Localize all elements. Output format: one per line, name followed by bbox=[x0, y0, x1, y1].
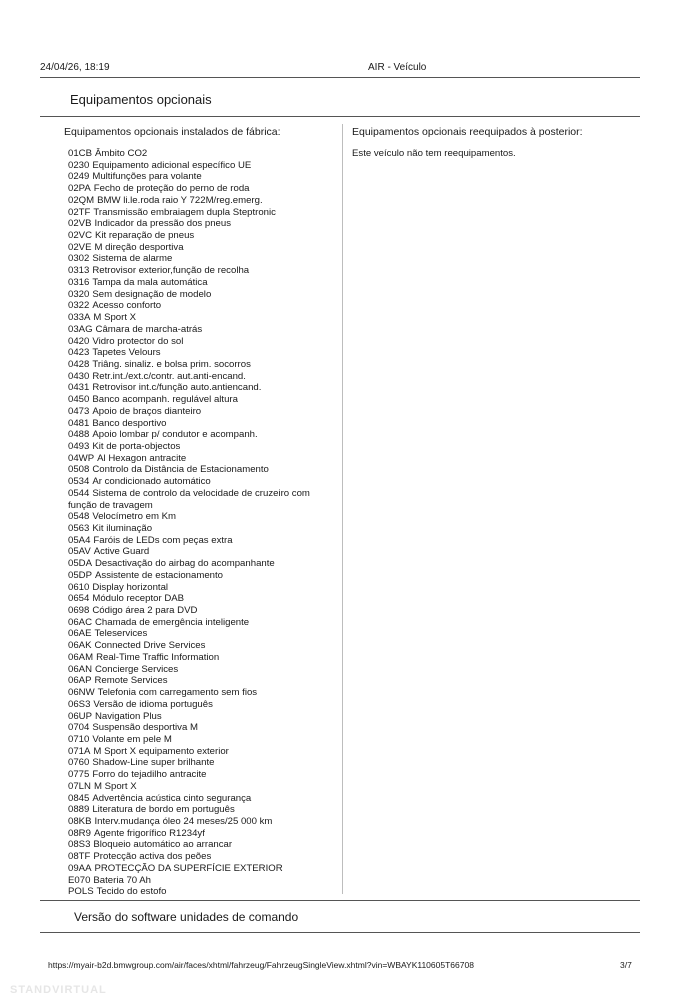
equipment-code: 0473 bbox=[68, 405, 90, 417]
equipment-item bbox=[68, 453, 334, 465]
header-rule bbox=[40, 77, 640, 78]
equipment-description: Ar condicionado automático bbox=[92, 476, 211, 488]
equipment-code: 05DA bbox=[68, 558, 92, 570]
equipment-item bbox=[68, 300, 334, 312]
equipment-code: 0889 bbox=[68, 804, 90, 816]
equipment-description: Apoio de braços dianteiro bbox=[92, 405, 202, 417]
equipment-description: Telefonia com carregamento sem fios bbox=[97, 687, 258, 699]
equipment-code: 0710 bbox=[68, 733, 90, 745]
equipment-item bbox=[68, 347, 334, 359]
equipment-description: PROTECÇÃO DA SUPERFÍCIE EXTERIOR bbox=[94, 862, 283, 874]
equipment-code: 05A4 bbox=[68, 534, 91, 546]
equipment-item bbox=[68, 722, 334, 734]
equipment-description: Câmara de marcha-atrás bbox=[95, 323, 203, 335]
equipment-item bbox=[68, 699, 334, 711]
equipment-item bbox=[68, 839, 334, 851]
equipment-code: 0322 bbox=[68, 300, 90, 312]
section-title: Equipamentos opcionais bbox=[70, 92, 212, 107]
retrofit-equipment-heading: Equipamentos opcionais reequipados à posterior: bbox=[352, 126, 583, 138]
equipment-description: Código área 2 para DVD bbox=[92, 605, 198, 617]
equipment-description: Kit iluminação bbox=[92, 523, 153, 534]
equipment-item bbox=[68, 828, 334, 840]
equipment-description: Display horizontal bbox=[92, 581, 169, 593]
equipment-item bbox=[68, 652, 334, 664]
equipment-code: 04WP bbox=[68, 452, 95, 464]
equipment-code: 0230 bbox=[68, 159, 90, 171]
equipment-code: 0313 bbox=[68, 265, 90, 277]
equipment-code: 0775 bbox=[68, 769, 90, 781]
equipment-description: Volante em pele M bbox=[92, 733, 172, 745]
equipment-item bbox=[68, 289, 334, 301]
equipment-description: M direção desportiva bbox=[94, 241, 184, 253]
equipment-description: Sem designação de modelo bbox=[92, 288, 212, 300]
equipment-description: Desactivação do airbag do acompanhante bbox=[95, 558, 275, 570]
equipment-description: M Sport X equipamento exterior bbox=[93, 745, 229, 757]
equipment-description: Shadow-Line super brilhante bbox=[92, 757, 215, 769]
equipment-code: 0548 bbox=[68, 511, 90, 523]
equipment-item bbox=[68, 336, 334, 348]
equipment-item bbox=[68, 394, 334, 406]
equipment-item bbox=[68, 781, 334, 793]
equipment-item bbox=[68, 863, 334, 875]
header-date: 24/04/26, 18:19 bbox=[40, 62, 110, 73]
equipment-description: Remote Services bbox=[94, 675, 168, 687]
equipment-description: Sistema de alarme bbox=[92, 253, 173, 265]
factory-equipment-heading: Equipamentos opcionais instalados de fábrica: bbox=[64, 126, 281, 138]
equipment-code: 0845 bbox=[68, 792, 90, 804]
equipment-description: Transmissão embraiagem dupla Steptronic bbox=[93, 206, 276, 218]
equipment-item bbox=[68, 476, 334, 488]
footer-url: https://myair-b2d.bmwgroup.com/air/faces/xhtml/fahrzeug/FahrzeugSingleView.xhtml?vin=WBAYK110605T66708 bbox=[48, 960, 474, 970]
equipment-item bbox=[68, 511, 334, 523]
equipment-description: Advertência acústica cinto segurança bbox=[92, 792, 252, 804]
equipment-item bbox=[68, 605, 334, 617]
equipment-description: Forro do tejadilho antracite bbox=[92, 769, 207, 781]
equipment-description: Concierge Services bbox=[95, 663, 179, 675]
equipment-item bbox=[68, 277, 334, 289]
equipment-description: Protecção activa dos peões bbox=[93, 851, 212, 863]
equipment-code: 0450 bbox=[68, 394, 90, 406]
equipment-code: 0654 bbox=[68, 593, 90, 605]
equipment-code: 0420 bbox=[68, 335, 90, 347]
equipment-code: 0534 bbox=[68, 476, 90, 488]
software-rule-bottom bbox=[40, 932, 640, 933]
equipment-item bbox=[68, 628, 334, 640]
equipment-item bbox=[68, 160, 334, 172]
equipment-code: 06AP bbox=[68, 675, 92, 687]
equipment-item bbox=[68, 371, 334, 383]
equipment-description: Indicador da pressão dos pneus bbox=[94, 218, 232, 230]
equipment-description: Versão de idioma português bbox=[93, 698, 213, 710]
equipment-item bbox=[68, 675, 334, 687]
equipment-code: 06NW bbox=[68, 687, 95, 699]
equipment-code: 06AK bbox=[68, 640, 92, 652]
equipment-code: 0760 bbox=[68, 757, 90, 769]
equipment-code: 08KB bbox=[68, 815, 92, 827]
equipment-item bbox=[68, 757, 334, 769]
equipment-description: Banco acompanh. regulável altura bbox=[92, 394, 238, 406]
equipment-code: 0481 bbox=[68, 417, 90, 429]
equipment-description: Fecho de proteção do perno de roda bbox=[93, 183, 250, 195]
equipment-item bbox=[68, 851, 334, 863]
equipment-description: Bloqueio automático ao arrancar bbox=[93, 839, 233, 851]
equipment-item bbox=[68, 441, 334, 453]
equipment-item bbox=[68, 382, 334, 394]
equipment-description: Multifunções para volante bbox=[92, 171, 202, 183]
equipment-description: Navigation Plus bbox=[95, 710, 162, 722]
equipment-description: Módulo receptor DAB bbox=[92, 593, 185, 605]
equipment-item bbox=[68, 875, 334, 887]
equipment-item bbox=[68, 793, 334, 805]
equipment-description: Assistente de estacionamento bbox=[95, 569, 223, 581]
equipment-code: 02VE bbox=[68, 241, 92, 253]
equipment-code: 07LN bbox=[68, 780, 91, 792]
equipment-description: Velocímetro em Km bbox=[92, 511, 177, 523]
equipment-item bbox=[68, 242, 334, 254]
equipment-description: Kit reparação de pneus bbox=[95, 230, 195, 242]
equipment-item bbox=[68, 558, 334, 570]
equipment-item bbox=[68, 886, 334, 898]
equipment-description: Âmbito CO2 bbox=[95, 148, 148, 159]
equipment-item bbox=[68, 464, 334, 476]
equipment-item bbox=[68, 230, 334, 242]
equipment-item bbox=[68, 582, 334, 594]
equipment-item bbox=[68, 418, 334, 430]
equipment-description: Sistema de controlo da velocidade de cruzeiro com função de travagem bbox=[68, 487, 310, 511]
equipment-item bbox=[68, 324, 334, 336]
equipment-code: 06AM bbox=[68, 651, 94, 663]
equipment-description: Interv.mudança óleo 24 meses/25 000 km bbox=[94, 815, 273, 827]
equipment-description: M Sport X bbox=[93, 780, 137, 792]
equipment-code: 06AN bbox=[68, 663, 92, 675]
equipment-description: Agente frigorífico R1234yf bbox=[93, 827, 205, 839]
equipment-code: 0563 bbox=[68, 523, 90, 534]
equipment-item bbox=[68, 406, 334, 418]
equipment-description: Controlo da Distância de Estacionamento bbox=[92, 464, 269, 476]
factory-equipment-column bbox=[64, 126, 334, 898]
equipment-code: 0488 bbox=[68, 429, 90, 441]
equipment-item bbox=[68, 640, 334, 652]
equipment-item bbox=[68, 734, 334, 746]
equipment-description: Kit de porta-objectos bbox=[92, 440, 181, 452]
equipment-description: Retrovisor int.c/função auto.antiencand. bbox=[92, 382, 262, 394]
equipment-item bbox=[68, 746, 334, 758]
equipment-code: 08S3 bbox=[68, 839, 91, 851]
equipment-code: 08R9 bbox=[68, 827, 91, 839]
software-rule bbox=[40, 900, 640, 901]
equipment-item bbox=[68, 617, 334, 629]
equipment-description: Bateria 70 Ah bbox=[93, 874, 152, 886]
equipment-description: Tecido do estofo bbox=[96, 886, 167, 898]
equipment-description: Active Guard bbox=[93, 546, 150, 558]
equipment-description: Teleservices bbox=[94, 628, 148, 640]
equipment-code: 0698 bbox=[68, 605, 90, 617]
equipment-description: Connected Drive Services bbox=[94, 640, 206, 652]
equipment-item bbox=[68, 570, 334, 582]
retrofit-equipment-text: Este veículo não tem reequipamentos. bbox=[352, 148, 516, 159]
equipment-description: Real-Time Traffic Information bbox=[96, 651, 220, 663]
footer-page-number: 3/7 bbox=[620, 960, 632, 970]
equipment-code: 09AA bbox=[68, 862, 92, 874]
equipment-code: 02VB bbox=[68, 218, 92, 230]
equipment-code: 0320 bbox=[68, 288, 90, 300]
equipment-description: Tapetes Velours bbox=[92, 347, 161, 359]
equipment-code: 0302 bbox=[68, 253, 90, 265]
equipment-item bbox=[68, 769, 334, 781]
equipment-item bbox=[68, 183, 334, 195]
equipment-code: 02QM bbox=[68, 194, 95, 206]
equipment-code: 071A bbox=[68, 745, 91, 757]
equipment-item bbox=[68, 804, 334, 816]
equipment-code: 033A bbox=[68, 312, 91, 324]
equipment-description: Acesso conforto bbox=[92, 300, 162, 312]
equipment-code: 0431 bbox=[68, 382, 90, 394]
equipment-item bbox=[68, 195, 334, 207]
equipment-item bbox=[68, 711, 334, 723]
equipment-code: 08TF bbox=[68, 851, 91, 863]
equipment-item bbox=[68, 171, 334, 183]
equipment-item bbox=[68, 429, 334, 441]
equipment-description: BMW li.le.roda raio Y 722M/reg.emerg. bbox=[97, 194, 263, 206]
equipment-item bbox=[68, 535, 334, 547]
equipment-code: 01CB bbox=[68, 148, 92, 159]
equipment-description: Triâng. sinaliz. e bolsa prim. socorros bbox=[92, 358, 251, 370]
equipment-code: 02PA bbox=[68, 183, 91, 195]
equipment-code: 0704 bbox=[68, 722, 90, 734]
equipment-item bbox=[68, 148, 334, 160]
column-divider bbox=[342, 124, 343, 894]
equipment-item bbox=[68, 523, 334, 535]
equipment-code: 05DP bbox=[68, 569, 92, 581]
equipment-code: 0544 bbox=[68, 487, 90, 499]
equipment-item bbox=[68, 218, 334, 230]
equipment-code: 06UP bbox=[68, 710, 92, 722]
equipment-code: 06AE bbox=[68, 628, 92, 640]
equipment-description: Equipamento adicional específico UE bbox=[92, 159, 252, 171]
factory-equipment-list bbox=[64, 148, 334, 898]
equipment-code: 05AV bbox=[68, 546, 91, 558]
equipment-code: 0249 bbox=[68, 171, 90, 183]
watermark-logo: STANDVIRTUAL bbox=[10, 984, 107, 996]
equipment-description: Faróis de LEDs com peças extra bbox=[93, 534, 233, 546]
equipment-item bbox=[68, 488, 334, 511]
equipment-description: Suspensão desportiva M bbox=[92, 722, 198, 734]
equipment-code: POLS bbox=[68, 886, 94, 898]
equipment-description: Chamada de emergência inteligente bbox=[95, 616, 250, 628]
equipment-description: Vidro protector do sol bbox=[92, 335, 184, 347]
equipment-description: Al Hexagon antracite bbox=[97, 452, 187, 464]
retrofit-equipment-column bbox=[352, 126, 632, 159]
section-rule bbox=[40, 116, 640, 117]
equipment-item bbox=[68, 207, 334, 219]
equipment-code: 0493 bbox=[68, 440, 90, 452]
equipment-item bbox=[68, 687, 334, 699]
equipment-code: 06S3 bbox=[68, 698, 91, 710]
equipment-description: Retrovisor exterior,função de recolha bbox=[92, 265, 250, 277]
equipment-code: 0430 bbox=[68, 370, 90, 382]
equipment-description: Retr.int./ext.c/contr. aut.anti-encand. bbox=[92, 370, 246, 382]
equipment-code: 0316 bbox=[68, 276, 90, 288]
equipment-code: 02TF bbox=[68, 206, 91, 218]
equipment-description: Literatura de bordo em português bbox=[92, 804, 235, 816]
equipment-item bbox=[68, 664, 334, 676]
equipment-code: 06AC bbox=[68, 616, 92, 628]
equipment-code: 0508 bbox=[68, 464, 90, 476]
equipment-item bbox=[68, 265, 334, 277]
equipment-item bbox=[68, 593, 334, 605]
equipment-item bbox=[68, 816, 334, 828]
equipment-item bbox=[68, 546, 334, 558]
equipment-item bbox=[68, 312, 334, 324]
equipment-code: E070 bbox=[68, 874, 91, 886]
equipment-code: 03AG bbox=[68, 323, 93, 335]
equipment-code: 0428 bbox=[68, 358, 90, 370]
equipment-code: 02VC bbox=[68, 230, 92, 242]
software-section-title: Versão do software unidades de comando bbox=[74, 910, 299, 924]
equipment-item bbox=[68, 359, 334, 371]
header-title: AIR - Veículo bbox=[368, 62, 427, 73]
equipment-description: M Sport X bbox=[93, 312, 137, 324]
equipment-item bbox=[68, 253, 334, 265]
equipment-description: Tampa da mala automática bbox=[92, 276, 208, 288]
equipment-code: 0423 bbox=[68, 347, 90, 359]
equipment-description: Apoio lombar p/ condutor e acompanh. bbox=[92, 429, 258, 441]
equipment-code: 0610 bbox=[68, 581, 90, 593]
equipment-description: Banco desportivo bbox=[92, 417, 167, 429]
